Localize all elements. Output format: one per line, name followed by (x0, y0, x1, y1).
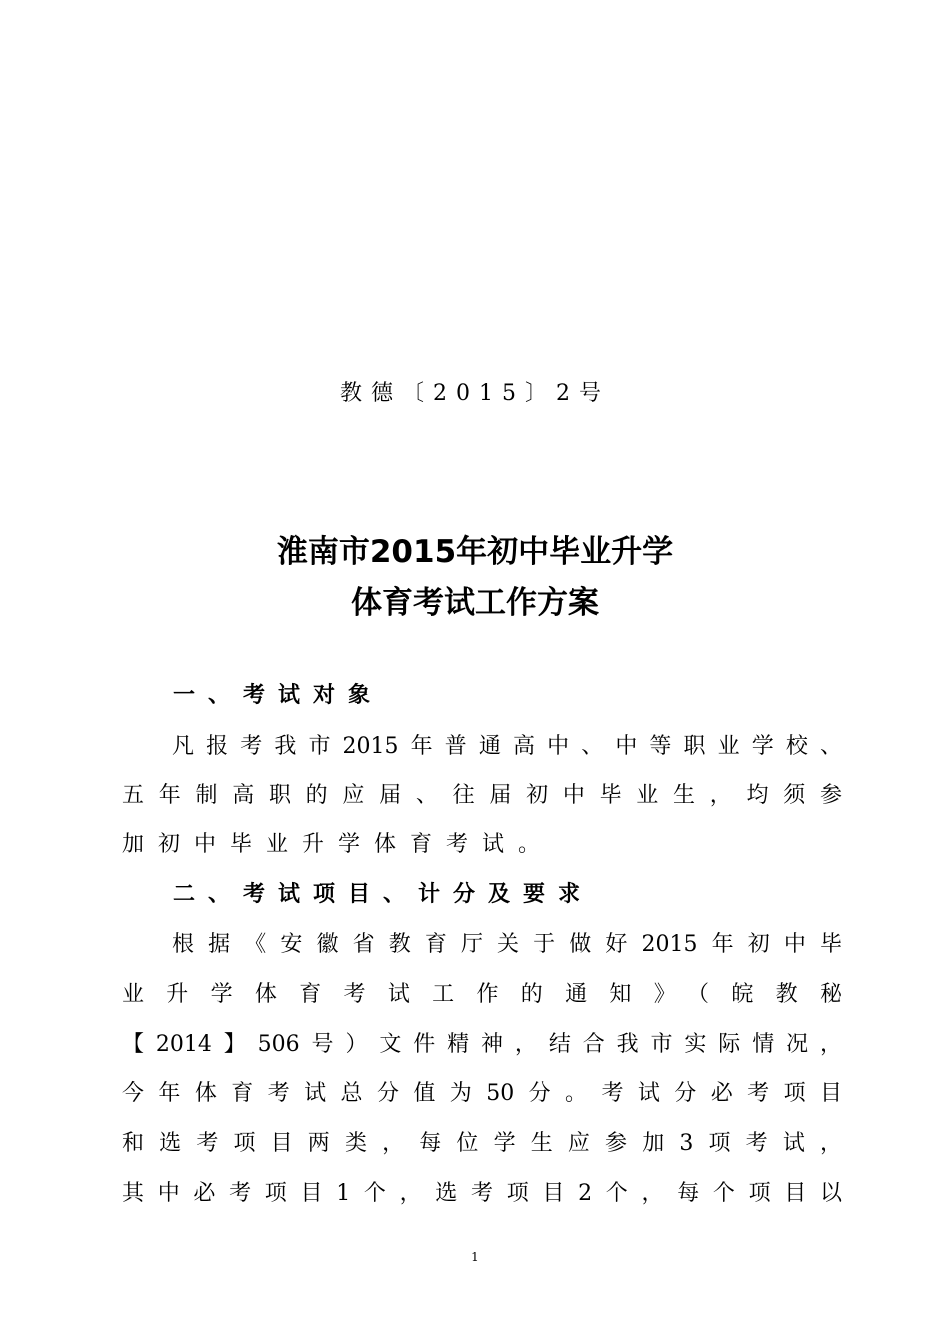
document-title-line-1: 淮南市2015年初中毕业升学 (276, 534, 674, 570)
document-number: 教德〔2015〕2号 (340, 381, 610, 406)
page-number: 1 (471, 1250, 479, 1264)
paragraph-line: 【2014】506号）文件精神，结合我市实际情况， (122, 1032, 842, 1057)
paragraph-line: 和选考项目两类，每位学生应参加3项考试， (122, 1131, 842, 1156)
document-title-line-2: 体育考试工作方案 (351, 585, 599, 621)
paragraph-line: 业升学体育考试工作的通知》（皖教秘 (122, 982, 842, 1007)
paragraph-line: 加初中毕业升学体育考试。 (122, 832, 555, 857)
paragraph-line: 其中必考项目1个，选考项目2个，每个项目以 (122, 1181, 842, 1206)
paragraph-line: 根据《安徽省教育厅关于做好2015年初中毕 (172, 932, 842, 957)
paragraph-line: 今年体育考试总分值为50分。考试分必考项目 (122, 1081, 842, 1106)
section-1-heading: 一、考试对象 (173, 683, 384, 708)
paragraph-line: 五年制高职的应届、往届初中毕业生，均须参 (122, 783, 842, 808)
section-2-heading: 二、考试项目、计分及要求 (173, 882, 594, 907)
paragraph-line: 凡报考我市2015年普通高中、中等职业学校、 (172, 734, 842, 759)
